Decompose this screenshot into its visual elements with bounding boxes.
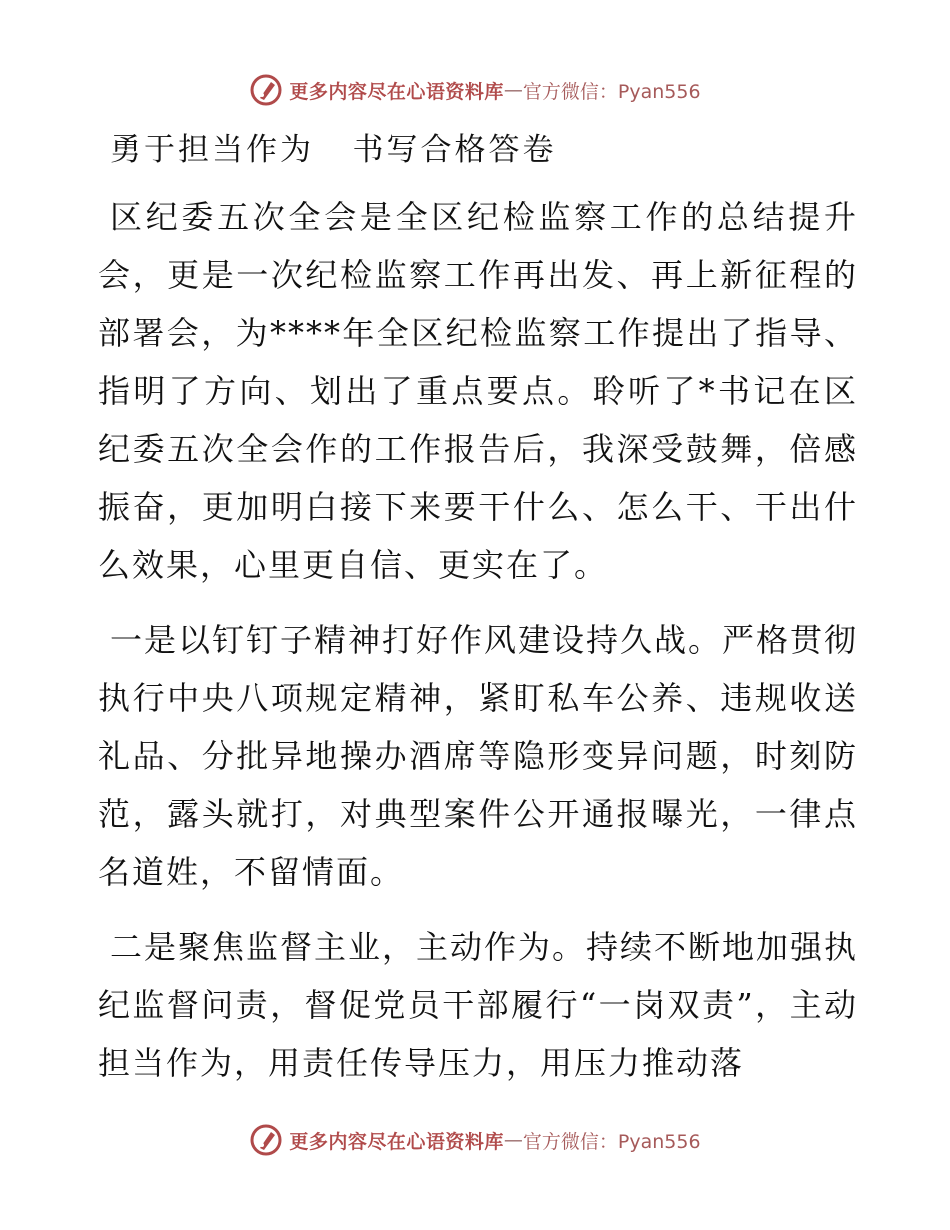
paragraph-point-two: 二是聚焦监督主业，主动作为。持续不断地加强执纪监督问责，督促党员干部履行“一岗双责”，主动担当作为，用责任传导压力，用压力推动落 (98, 928, 859, 1082)
paragraph-point-one: 一是以钉钉子精神打好作风建设持久战。严格贯彻执行中央八项规定精神，紧盯私车公养、违规收送礼品、分批异地操办酒席等隐形变异问题，时刻防范，露头就打，对典型案件公开通报曝光，一律点名道姓，不留情面。 (98, 621, 859, 891)
pen-nib-logo-icon (249, 1123, 283, 1157)
paragraph-intro: 区纪委五次全会是全区纪检监察工作的总结提升会，更是一次纪检监察工作再出发、再上新征程的部署会，为****年全区纪检监察工作提出了指导、指明了方向、划出了重点要点。聆听了*书记在区纪委五次全会作的工作报告后，我深受鼓舞，倍感振奋，更加明白接下来要干什么、怎么干、干出什么效果，心里更自信、更实在了。 (98, 198, 858, 584)
document-title: 勇于担当作为 书写合格答卷 (110, 132, 557, 168)
watermark-site-text: 更多内容尽在心语资料库 (289, 1130, 504, 1153)
watermark-separator: — (503, 79, 523, 101)
watermark-separator: — (503, 1129, 523, 1151)
document-body (98, 188, 858, 1109)
footer-watermark (0, 1120, 950, 1160)
watermark-wechat-text: 官方微信：Pyan556 (522, 1130, 701, 1153)
pen-nib-logo-icon (249, 73, 283, 107)
watermark-site-text: 更多内容尽在心语资料库 (289, 80, 504, 103)
watermark-wechat-text: 官方微信：Pyan556 (522, 80, 701, 103)
header-watermark (0, 70, 950, 110)
